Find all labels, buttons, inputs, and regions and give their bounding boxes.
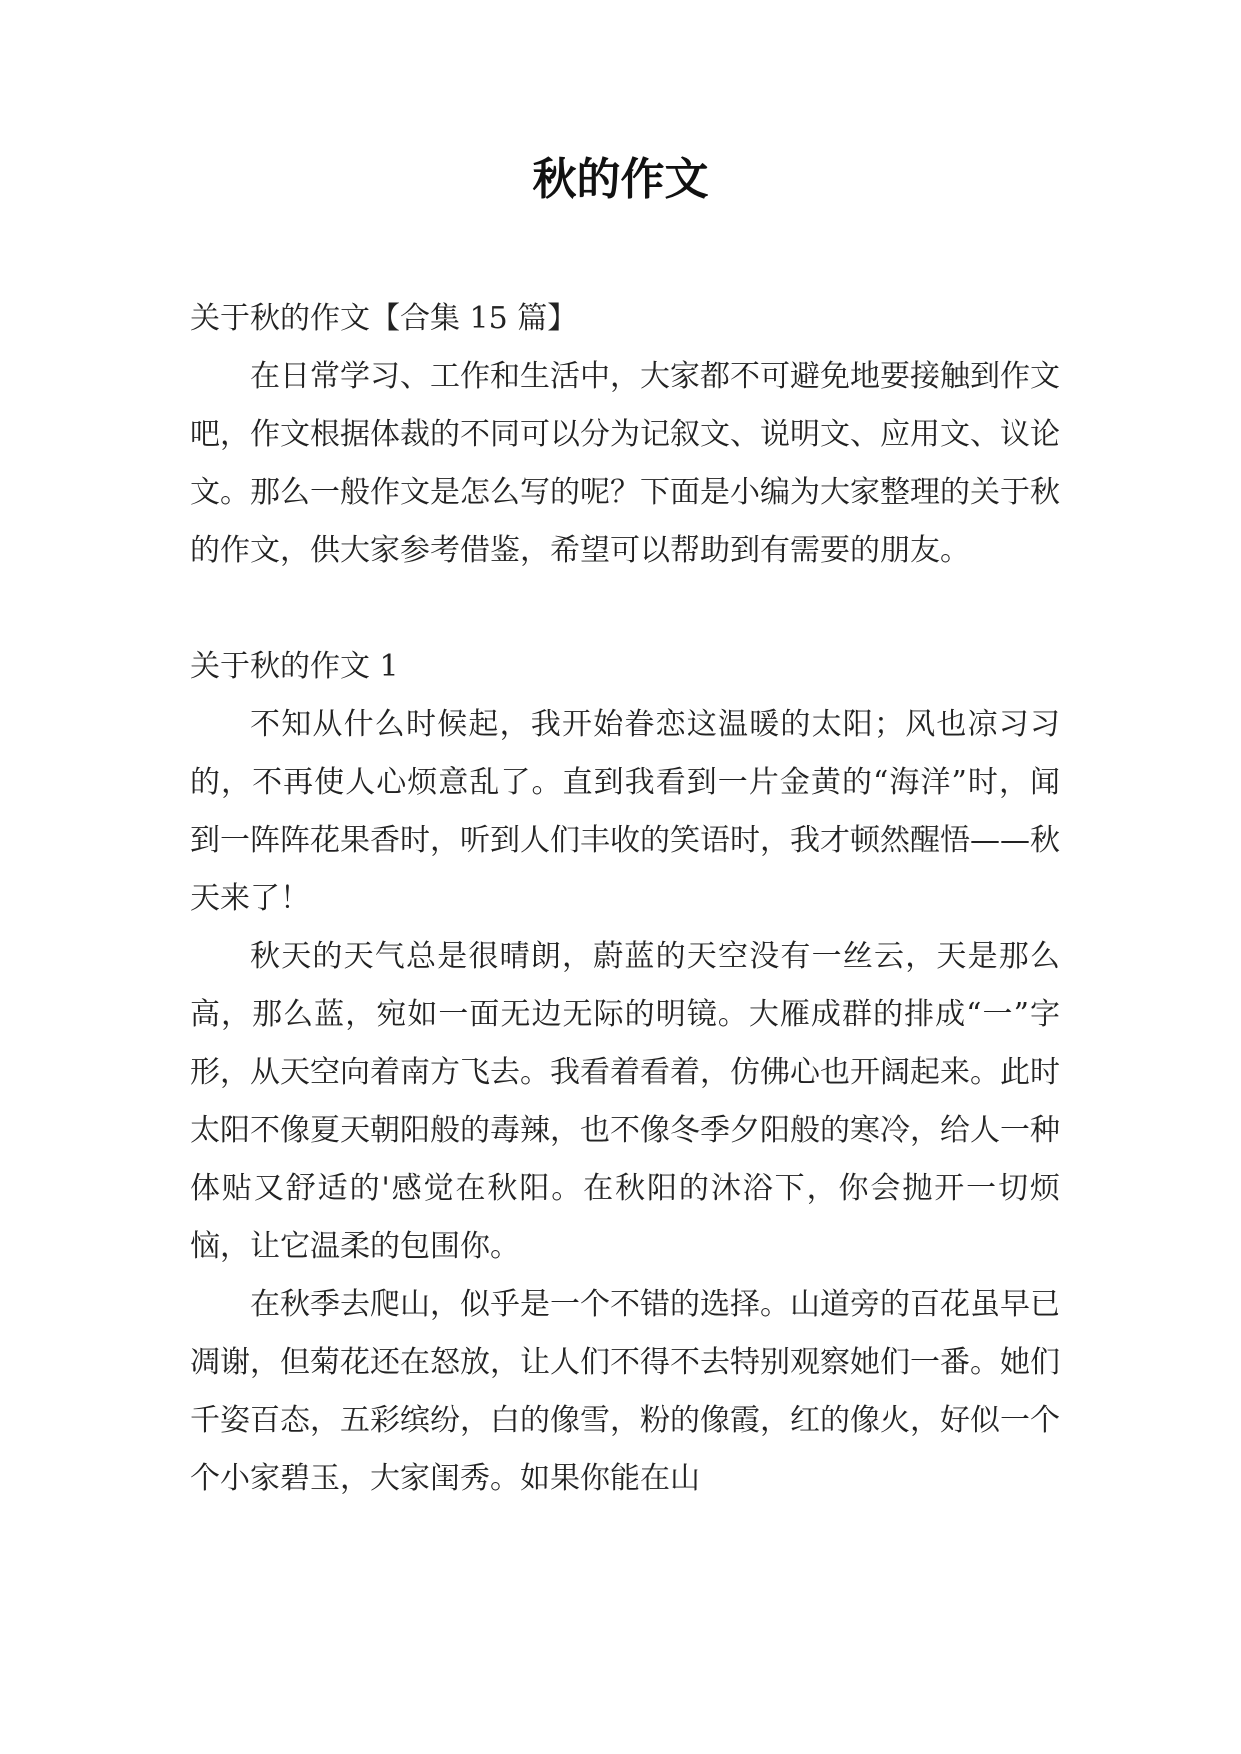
collection-heading: 关于秋的作文【合集 15 篇】 bbox=[190, 301, 578, 336]
essay-paragraph: 不知从什么时候起，我开始眷恋这温暖的太阳；风也凉习习的，不再使人心烦意乱了。直到我看到一片金黄的“海洋”时，闻到一阵阵花果香时，听到人们丰收的笑语时，我才顿然醒悟——秋天来了！ bbox=[190, 707, 1060, 916]
essay-paragraph: 在秋季去爬山，似乎是一个不错的选择。山道旁的百花虽早已凋谢，但菊花还在怒放，让人们不得不去特别观察她们一番。她们千姿百态，五彩缤纷，白的像雪，粉的像霞，红的像火，好似一个个小家碧玉，大家闺秀。如果你能在山 bbox=[190, 1287, 1060, 1496]
document-body bbox=[190, 290, 1060, 1508]
essay-heading: 关于秋的作文 1 bbox=[190, 649, 399, 684]
essay-paragraph: 秋天的天气总是很晴朗，蔚蓝的天空没有一丝云，天是那么高，那么蓝，宛如一面无边无际的明镜。大雁成群的排成“一”字形，从天空向着南方飞去。我看着看着，仿佛心也开阔起来。此时太阳不像夏天朝阳般的毒辣，也不像冬季夕阳般的寒冷，给人一种体贴又舒适的'感觉在秋阳。在秋阳的沐浴下，你会抛开一切烦恼，让它温柔的包围你。 bbox=[190, 939, 1060, 1264]
section-gap bbox=[190, 580, 1060, 638]
document-title: 秋的作文 bbox=[532, 154, 709, 205]
intro-paragraph: 在日常学习、工作和生活中，大家都不可避免地要接触到作文吧，作文根据体裁的不同可以分为记叙文、说明文、应用文、议论文。那么一般作文是怎么写的呢？下面是小编为大家整理的关于秋的作文，供大家参考借鉴，希望可以帮助到有需要的朋友。 bbox=[190, 359, 1060, 568]
